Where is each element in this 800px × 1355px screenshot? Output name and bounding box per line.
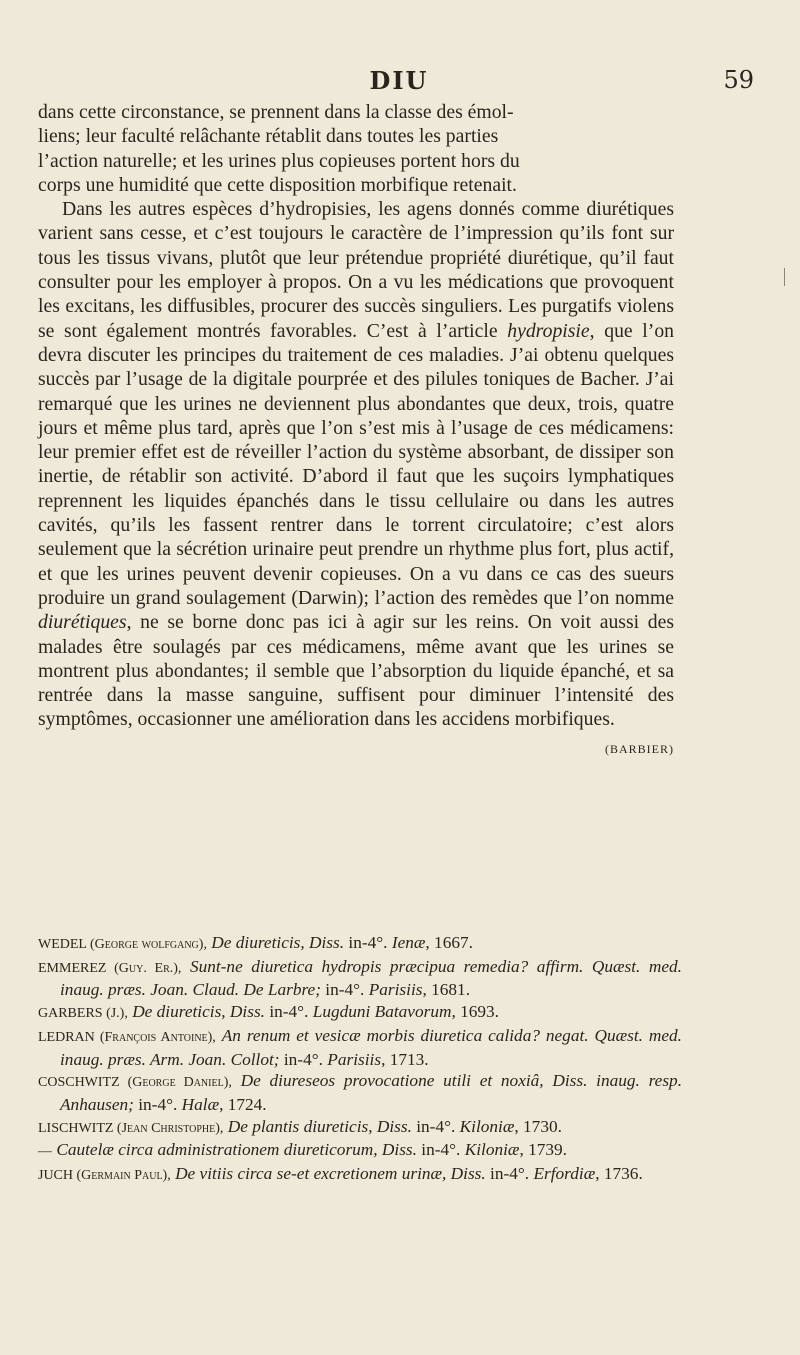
bib-format: in-4°. — [416, 1140, 465, 1160]
bib-author: COSCHWITZ (George Daniel), — [38, 1075, 232, 1091]
bib-format: in-4°. — [133, 1094, 182, 1114]
bib-format: in-4°. — [344, 933, 392, 952]
bib-entry — [38, 1070, 682, 1115]
text-run: Dans les autres espèces d’hydropisies, les agens donnés comme diurétiques varient sans cesse, et c’est toujours le caractère de l’impression qu’ils font sur tous les tissus vivans, plutôt que leur prétendue propriété diurétique, qu’il faut consulter pour les employer à propos. On a vu les médications que provoquent les excitans, les diffusibles, procurer des succès singuliers. Les purgatifs violens se sont également montrés favorables. C’est à l’article — [38, 198, 674, 342]
bib-place: Lugduni Batavorum — [312, 1002, 452, 1022]
bib-title: De diureseos provocatione utili et noxiâ, Diss. inaug. resp. Anhausen; — [60, 1071, 683, 1114]
bib-author: GARBERS (J.), — [38, 1006, 128, 1022]
running-head-title: DIU — [369, 66, 429, 95]
bib-format: in-4°. — [279, 1049, 328, 1069]
bib-author: JUCH (Germain Paul), — [38, 1168, 171, 1184]
page-number: 59 — [723, 66, 754, 94]
term-diuretiques: diurétiques — [38, 611, 127, 634]
bib-year: , 1681. — [422, 980, 471, 1000]
text-run: , ne se borne donc pas ici à agir sur les reins. On voit aussi des malades être soulagés par ces médicamens, même avant que les urines se montrent plus abondantes; il semble que l’absorption du liquide épanché, et sa rentrée dans la masse sanguine, suffisent pour diminuer l’intensité des symptômes, occasionner une amélioration dans les accidens morbifiques. — [38, 611, 674, 731]
bibliography — [38, 932, 682, 1187]
bib-year: , 1739. — [519, 1140, 567, 1160]
bib-year: , 1736. — [595, 1164, 643, 1184]
bib-year: , 1724. — [219, 1094, 267, 1114]
bib-format: in-4°. — [485, 1164, 534, 1184]
paragraph-1 — [38, 100, 674, 197]
running-head — [38, 66, 760, 102]
author-signature: (BARBIER) — [605, 741, 674, 756]
bib-author: WEDEL (George wolfgang), — [38, 937, 207, 952]
bib-place: Parisiis — [368, 980, 423, 1000]
bib-format: in-4°. — [265, 1002, 313, 1022]
bib-title: De diureticis, Diss. — [132, 1002, 265, 1022]
article-body — [38, 100, 674, 761]
bib-entry — [38, 1139, 682, 1163]
bib-year: , 1730. — [514, 1116, 562, 1136]
bib-title: An renum et vesicæ morbis diuretica calida? negat. Quæst. med. inaug. præs. Arm. Joan. Collot; — [60, 1025, 682, 1069]
bib-place: Kiloniæ — [464, 1140, 520, 1160]
bib-title: De diureticis, Diss. — [211, 933, 345, 952]
text-run: , que l’on devra discuter les principes du traitement de ces maladies. J’ai obtenu quelques succès par l’usage de la digitale pourprée et des pilules toniques de Bacher. J’ai remarqué que les urines ne deviennent plus abondantes que deux, trois, quatre jours et même plus tard, après que l’on s’est mis à l’usage de ces médicamens: leur premier effet est de réveiller l’action du système absorbant, de dissiper son inertie, de rétablir son activité. D’abord il faut que les suçoirs lymphatiques reprennent les liquides épanchés dans le tissu cellulaire ou dans les autres cavités, qu’ils les fassent rentrer dans le torrent circulatoire; c’est alors seulement que la sécrétion urinaire peut prendre un rhythme plus fort, plus actif, et que les urines peuvent devenir copieuses. On a vu dans ce cas des sueurs produire un grand soulagement (Darwin); l’action des remèdes que l’on nomme — [38, 319, 675, 609]
bib-place: Ienæ — [391, 933, 426, 952]
bib-title: Cautelæ circa administrationem diureticorum, Diss. — [56, 1140, 417, 1160]
bib-entry — [38, 1116, 682, 1140]
bib-entry — [38, 1163, 682, 1187]
line: l’action naturelle; et les urines plus copieuses portent hors du — [38, 149, 520, 172]
bib-year: , 1713. — [381, 1049, 429, 1069]
bib-place: Kiloniæ — [459, 1116, 515, 1136]
margin-mark — [784, 268, 785, 286]
bib-year: , 1667. — [425, 933, 473, 952]
bib-entry — [38, 932, 682, 956]
bib-format: in-4°. — [320, 980, 369, 1000]
bib-year: , 1693. — [451, 1002, 499, 1022]
bib-format: in-4°. — [411, 1116, 460, 1136]
line: dans cette circonstance, se prennent dans la classe des émol- — [38, 101, 514, 123]
bib-author: — — [38, 1144, 52, 1160]
bib-entry — [38, 1025, 682, 1070]
bib-entry — [38, 956, 682, 1001]
term-hydropisie: hydropisie — [507, 319, 590, 342]
bib-title: De plantis diureticis, Diss. — [227, 1116, 412, 1136]
bib-place: Erfordiæ — [533, 1164, 596, 1184]
bib-place: Halæ — [181, 1094, 220, 1114]
bib-title: De vitiis circa se-et excretionem urinæ, Diss. — [175, 1164, 486, 1184]
bib-place: Parisiis — [327, 1049, 382, 1069]
paragraph-2 — [38, 197, 675, 756]
bib-entry — [38, 1001, 682, 1025]
line: liens; leur faculté relâchante rétablit dans toutes les parties — [38, 125, 499, 148]
bib-author: EMMEREZ (Guy. Er.), — [38, 960, 182, 976]
bib-title: Sunt-ne diuretica hydropis præcipua remedia? affirm. Quæst. med. inaug. præs. Joan. Claud. De Larbre; — [60, 956, 682, 1000]
bib-author: LISCHWITZ (Jean Christophe), — [38, 1120, 224, 1136]
line: corps une humidité que cette disposition morbifique retenait. — [38, 173, 517, 196]
bib-author: LEDRAN (François Antoine), — [38, 1029, 216, 1045]
